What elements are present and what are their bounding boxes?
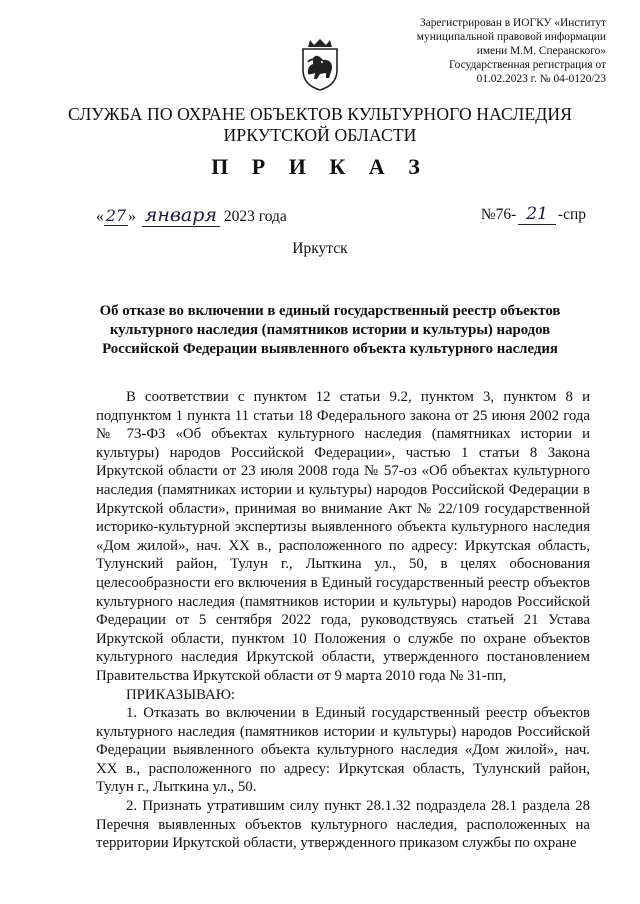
number-prefix: №76- — [480, 206, 517, 223]
order-item-2: 2. Признать утратившим силу пункт 28.1.32 подраздела 28.1 раздела 28 Перечня выявленных объектов культурного наследия, расположенных на территории Иркутской области, утвержденного приказом службы по охране — [96, 798, 590, 852]
date-close-quote: » — [128, 208, 136, 225]
document-type: П Р И К А З — [211, 154, 429, 179]
document-title: Об отказе во включении в единый государственный реестр объектов культурного наследия (памятников истории и культуры) народов Российской Федерации выявленного объекта культурного наследия — [99, 303, 561, 357]
registration-stamp — [356, 16, 606, 86]
document-body — [96, 388, 590, 853]
number-value: 21 — [518, 204, 556, 225]
agency-line: ИРКУТСКОЙ ОБЛАСТИ — [223, 125, 417, 145]
registration-line: 01.02.2023 г. № 04-0120/23 — [476, 73, 606, 85]
preamble-paragraph: В соответствии с пунктом 12 статьи 9.2, пунктом 3, пунктом 8 и подпунктом 1 пункта 11 статьи 18 Федерального закона от 25 июня 2002 года № 73-ФЗ «Об объектах культурного наследия (памятниках истории и культуры) народов Российской Федерации», частью 1 статьи 8 Закона Иркутской области от 23 июля 2008 года № 57-оз «Об объектах культурного наследия (памятниках истории и культуры) народов Российской Федерации в Иркутской области», принимая во внимание Акт № 22/109 государственной историко-культурной экспертизы выявленного объекта культурного наследия «Дом жилой», нач. XX в., расположенного по адресу: Иркутская область, Тулунский район, Тулун г., Лыткина ул., 50, в целях обоснования целесообразности его включения в Единый государственный реестр объектов культурного наследия (памятников истории и культуры) народов Российской Федерации от 5 сентября 2022 года, руководствуясь статьей 21 Устава Иркутской области, пунктом 10 Положения о службе по охране объектов культурного наследия Иркутской области, утвержденного постановлением Правительства Иркутской области от 9 марта 2010 года № 31-пп, — [96, 389, 590, 684]
city: Иркутск — [292, 240, 348, 257]
registration-line: имени М.М. Сперанского» — [476, 45, 606, 57]
registration-line: муниципальной правовой информации — [416, 31, 606, 43]
registration-line: Зарегистрирован в ИОГКУ «Институт — [419, 17, 606, 29]
date-month: января — [142, 204, 220, 227]
date-year: 2023 года — [223, 208, 287, 225]
irkutsk-coat-of-arms-icon — [298, 38, 342, 92]
agency-line: СЛУЖБА ПО ОХРАНЕ ОБЪЕКТОВ КУЛЬТУРНОГО НАСЛЕДИЯ — [67, 104, 573, 124]
order-item-1: 1. Отказать во включении в Единый государственный реестр объектов культурного наследия (памятников истории и культуры) народов Российской Федерации выявленного объекта культурного наследия «Дом жилой», нач. XX в., расположенного по адресу: Иркутская область, Тулунский район, Тулун г., Лыткина ул., 50. — [96, 705, 590, 796]
document-date — [96, 204, 287, 227]
coat-of-arms — [298, 38, 342, 92]
date-day: 27 — [105, 206, 127, 225]
order-word: ПРИКАЗЫВАЮ: — [126, 686, 236, 703]
document-number — [481, 204, 586, 225]
date-open-quote: « — [96, 208, 104, 225]
agency-name — [0, 104, 640, 146]
number-suffix: -спр — [557, 206, 586, 223]
registration-line: Государственная регистрация от — [449, 59, 606, 71]
